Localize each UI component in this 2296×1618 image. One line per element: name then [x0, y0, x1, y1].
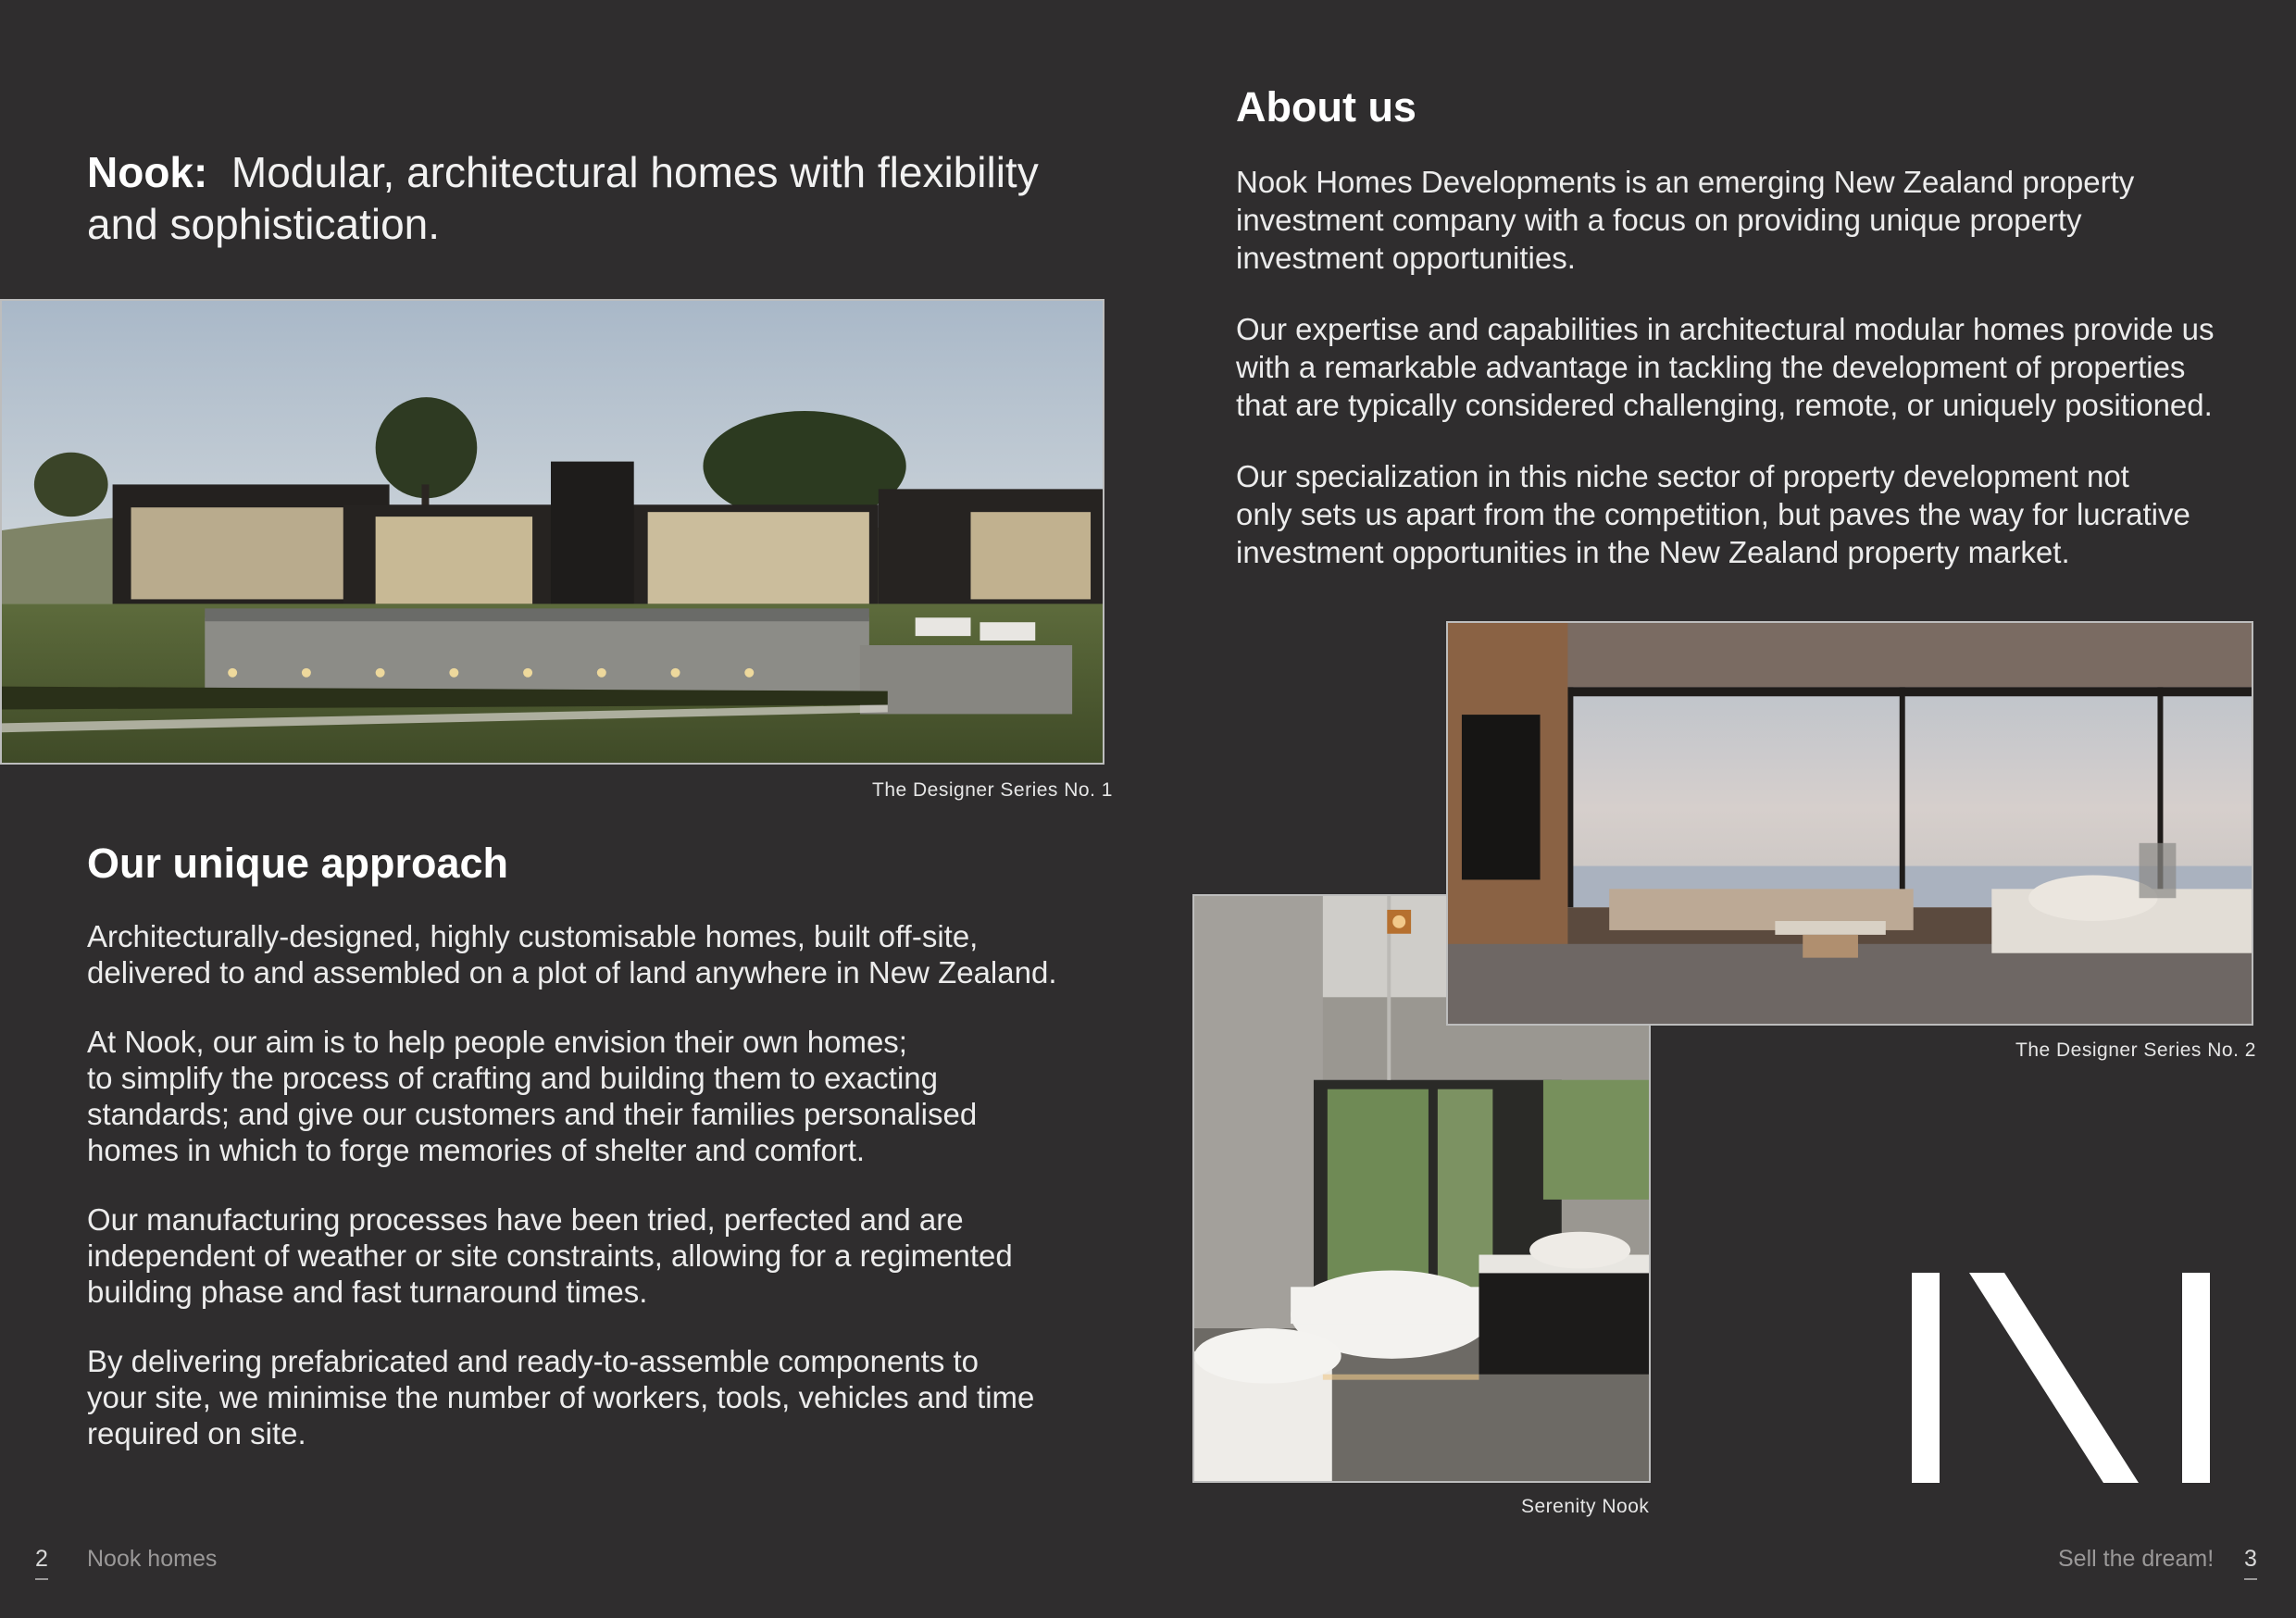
approach-paragraph-2: At Nook, our aim is to help people envision their own homes; to simplify the process of crafting and building them to exacting standards; and give our customers and their families personalised homes in which to forge memories of shelter and comfort. [87, 1025, 978, 1167]
bathroom-caption: Serenity Nook [1521, 1496, 1650, 1517]
footer-label-right: Sell the dream! [2058, 1546, 2215, 1572]
approach-paragraph-1: Architecturally-designed, highly customisable homes, built off-site, delivered to and assembled on a plot of land anywhere in New Zealand. [87, 919, 1057, 989]
living-caption: The Designer Series No. 2 [2015, 1039, 2256, 1061]
about-paragraph-3: Our specialization in this niche sector of property development not only sets us apart from the competition, but paves the way for lucrative investment opportunities in the New Zealand property market. [1236, 459, 2190, 569]
footer-label-left: Nook homes [87, 1546, 218, 1572]
hero-house-photo [0, 299, 1104, 765]
page-number-left: 2 [35, 1546, 48, 1580]
approach-paragraph-3: Our manufacturing processes have been tried, perfected and are independent of weather or site constraints, allowing for a regimented building phase and fast turnaround times. [87, 1202, 1013, 1309]
living-room-photo [1446, 621, 2253, 1026]
approach-paragraph-4: By delivering prefabricated and ready-to-assemble components to your site, we minimise the number of workers, tools, vehicles and time required on site. [87, 1344, 1035, 1450]
lead-statement [87, 146, 1105, 250]
lead-brand: Nook: [87, 148, 208, 196]
about-paragraph-2: Our expertise and capabilities in architectural modular homes provide us with a remarkable advantage in tackling the development of properties that are typically considered challenging, remote, or uniquely positioned. [1236, 312, 2215, 422]
lead-text: Modular, architectural homes with flexibility and sophistication. [87, 148, 1039, 248]
nook-logo-icon [1912, 1273, 2210, 1483]
about-text [1236, 163, 2273, 604]
about-heading: About us [1236, 83, 1416, 131]
hero-caption: The Designer Series No. 1 [872, 779, 1113, 801]
about-paragraph-1: Nook Homes Developments is an emerging New Zealand property investment company with a focus on providing unique property investment opportunities. [1236, 165, 2135, 275]
approach-text [87, 918, 1152, 1485]
page-number-right: 3 [2244, 1546, 2257, 1580]
approach-heading: Our unique approach [87, 840, 509, 887]
